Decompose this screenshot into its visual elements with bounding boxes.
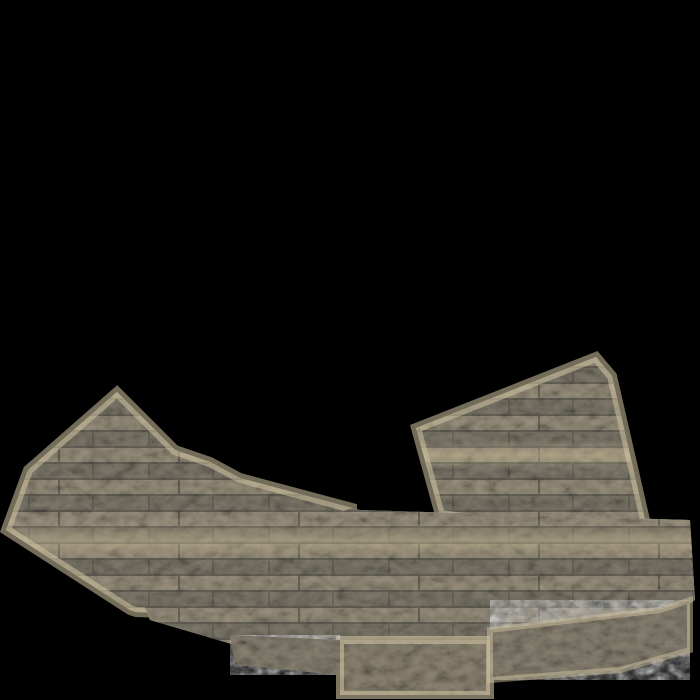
texture-piece-bottom-left-tab xyxy=(230,635,340,675)
texture-piece-bottom-tab xyxy=(340,640,490,695)
